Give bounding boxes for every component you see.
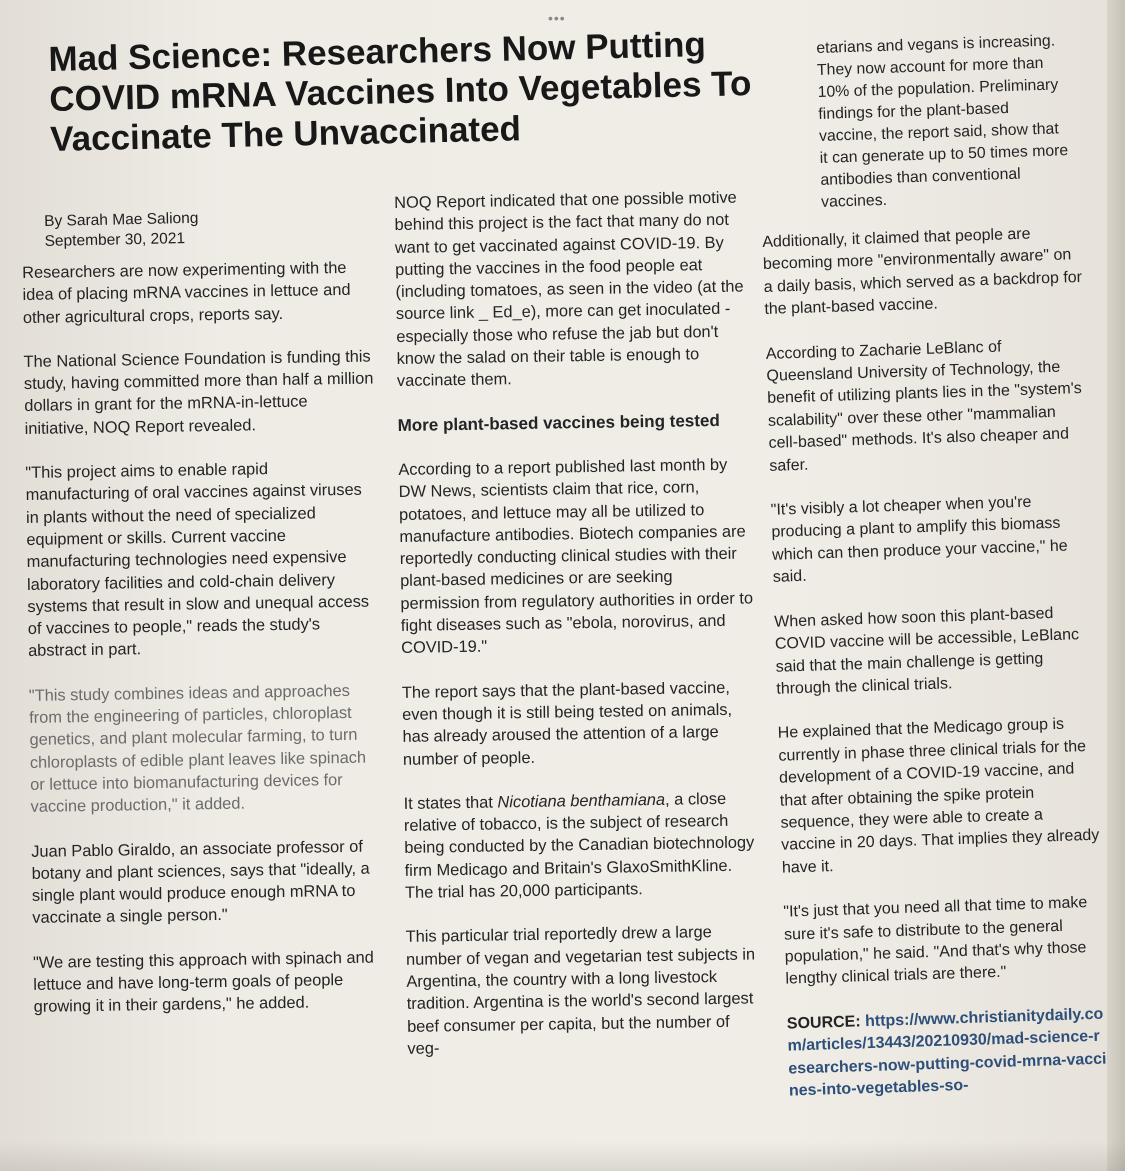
paragraph-text: It states that xyxy=(403,793,498,813)
paragraph: NOQ Report indicated that one possible motive behind this project is the fact that many do not want to get vaccinated against COVID-19. By putting the vaccines in the food people eat (including tomatoes, as seen in the video (at the source link _ Ed_e), more can get inoculated - especially those who refuse the jab but don't know the salad on their table is enough to vaccinate them. xyxy=(394,188,744,391)
paragraph: The National Science Foundation is funding this study, having committed more than half a million dollars in grant for the mRNA-in-lettuce initiative, NOQ Report revealed. xyxy=(23,347,374,438)
paragraph: "This study combines ideas and approaches from the engineering of particles, chloroplast genetics, and plant molecular farming, to turn chloroplasts of edible plant leaves like spinach or lettuce into biomanufacturing devices for vaccine production," it added. xyxy=(28,681,367,817)
byline xyxy=(44,205,375,252)
paragraph: Juan Pablo Giraldo, an associate professor of botany and plant sciences, says that "ideally, a single plant would produce enough mRNA to vaccinate a single person." xyxy=(31,837,370,928)
paragraph: When asked how soon this plant-based COVID vaccine will be accessible, LeBlanc said that the main challenge is getting through the clinical trials. xyxy=(773,604,1080,698)
page-edge xyxy=(1107,0,1125,1171)
paragraph: etarians and vegans is increasing. They now account for more than 10% of the population. Preliminary findings for the plant-based vaccine, the report said, show that it can generate up to 50 times more antibodies than conventional vaccines. xyxy=(816,32,1069,211)
column-3 xyxy=(762,222,1110,1125)
page-shadow xyxy=(0,1141,1125,1171)
paragraph: Additionally, it claimed that people are becoming more "environmentally aware" on a daily basis, which served as a backdrop for the plant-based vaccine. xyxy=(762,225,1083,319)
paragraph: "It's visibly a lot cheaper when you're producing a plant to amplify this biomass which can then produce your vaccine," he said. xyxy=(770,493,1068,587)
paragraph xyxy=(403,787,760,904)
source-link[interactable]: https://www.christianitydaily.com/articles/13443/20210930/mad-science-researchers-now-putting-covid-mrna-vaccines-into-vegetables-so- xyxy=(787,1005,1107,1100)
author: By Sarah Mae Saliong xyxy=(44,209,199,230)
section-subhead: More plant-based vaccines being tested xyxy=(397,410,720,435)
paragraph-text: , a close relative of tobacco, is the subject of research being conducted by the Canadian biotechnology firm Medicago and Britain's GlaxoSmithKline. The trial has 20,000 participants. xyxy=(403,789,755,902)
paragraph: This particular trial reportedly drew a large number of vegan and vegetarian test subjects in Argentina, the country with a long livestock tradition. Argentina is the world's second largest beef consumer per capita, but the number of veg- xyxy=(405,923,756,1058)
paragraph: The report says that the plant-based vaccine, even though it is still being tested on animals, has already aroused the attention of a large number of people. xyxy=(401,678,733,769)
column-1 xyxy=(22,257,384,1041)
source-label: SOURCE: xyxy=(786,1013,861,1033)
publish-date: September 30, 2021 xyxy=(44,230,186,250)
source-credit xyxy=(787,1003,1110,1103)
more-options-dots[interactable]: ••• xyxy=(548,10,566,26)
paragraph: "It's just that you need all that time to make sure it's safe to distribute to the general population," he said. "And that's why those lengthy clinical trials are there." xyxy=(783,894,1088,989)
paragraph: According to a report published last month by DW News, scientists claim that rice, corn, potatoes, and lettuce may all be utilized to manufacture antibodies. Biotech companies are reportedly conducting clinical studies with their plant-based medicines or are seeking permission from regulatory authorities in order to fight diseases such as "ebola, norovirus, and COVID-19." xyxy=(398,455,754,658)
paragraph: "We are testing this approach with spinach and lettuce and have long-term goals of people growing it in their gardens," he added. xyxy=(32,948,374,1017)
paragraph: "This project aims to enable rapid manufacturing of oral vaccines against viruses in plants without the need of specialized equipment or skills. Current vaccine manufacturing technologies need expensive laboratory facilities and cold-chain delivery systems that result in slow and unequal access of vaccines to people," reads the study's abstract in part. xyxy=(25,460,370,661)
column-3-top xyxy=(816,30,1072,236)
paragraph: He explained that the Medicago group is currently in phase three clinical trials for the development of a COVID-19 vaccine, and that after obtaining the spike protein sequence, they were able to create a vaccine in 20 days. That implies they already have it. xyxy=(777,716,1100,877)
paragraph: Researchers are now experimenting with the idea of placing mRNA vaccines in lettuce and other agricultural crops, reports say. xyxy=(22,258,351,327)
paragraph: According to Zacharie LeBlanc of Queensland University of Technology, the benefit of utilizing plants lies in the "system's scalability" over these other "mammalian cell-based" methods. It's also cheaper and safer. xyxy=(765,338,1083,475)
column-2 xyxy=(394,186,763,1082)
article-headline: Mad Science: Researchers Now Putting COVID mRNA Vaccines Into Vegetables To Vaccinate The Unvaccinated xyxy=(48,25,752,159)
species-name: Nicotiana benthamiana xyxy=(497,790,666,812)
